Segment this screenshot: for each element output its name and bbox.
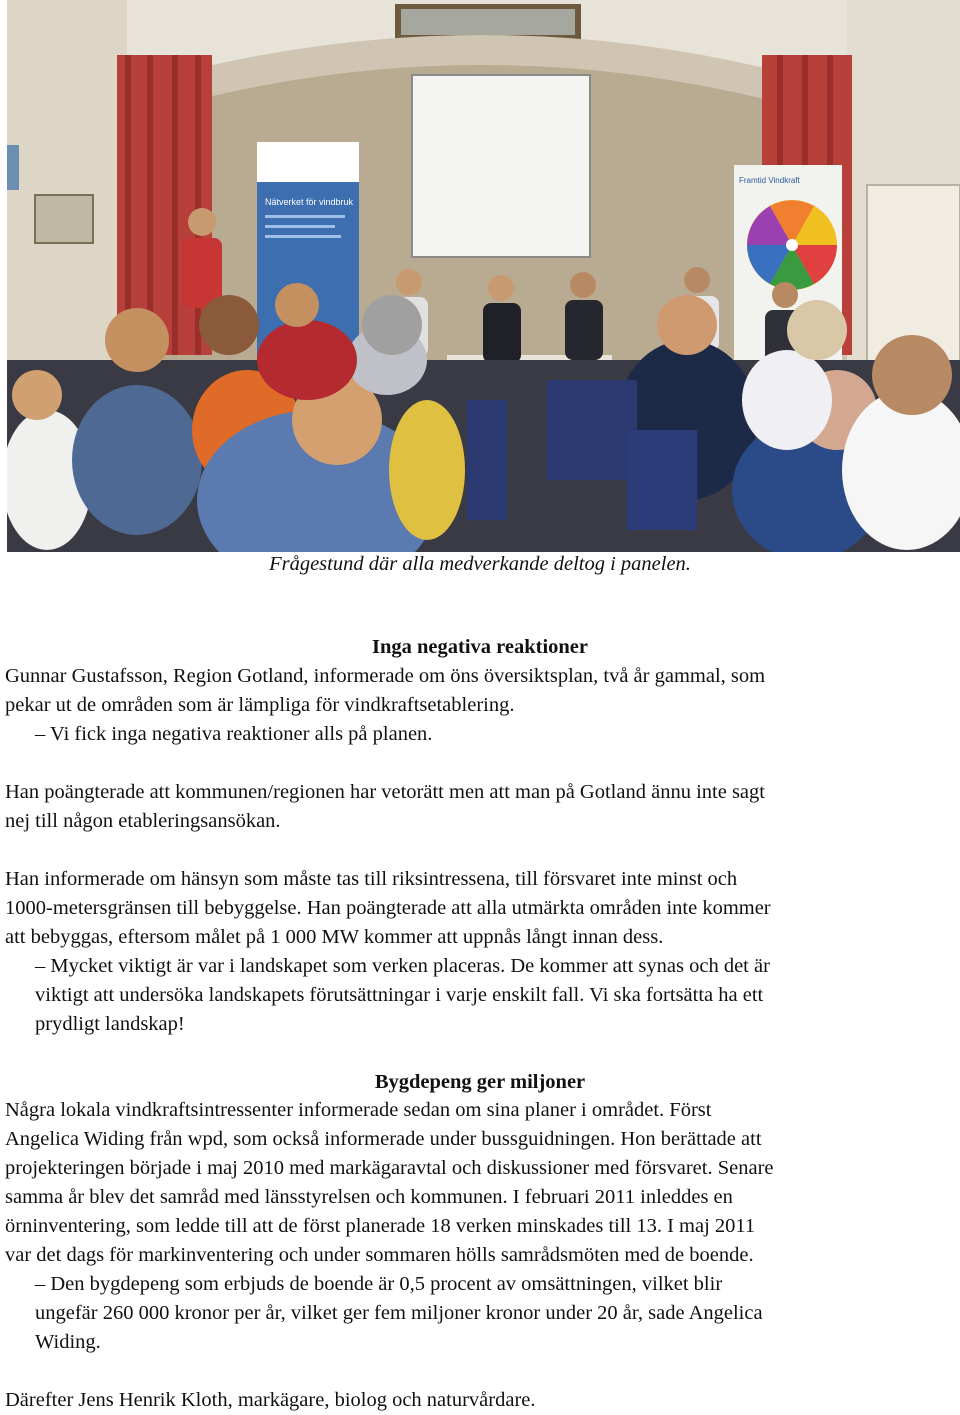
quote-line: Widing. [35,1331,101,1353]
section-heading-inga-negativa: Inga negativa reaktioner [371,636,588,658]
quote-line: ungefär 260 000 kronor per år, vilket ger fem miljoner kronor under 20 år, sade Angelica [35,1302,763,1324]
paragraph-line: Han informerade om hänsyn som måste tas till riksintressena, till försvaret inte minst och [5,868,738,890]
photo-caption: Frågestund där alla medverkande deltog i panelen. [269,553,691,575]
quote-line: – Den bygdepeng som erbjuds de boende är 0,5 procent av omsättningen, vilket blir [35,1273,723,1295]
paragraph-line: Några lokala vindkraftsintressenter informerade sedan om sina planer i området. Först [5,1099,712,1121]
paragraph-line: Han poängterade att kommunen/regionen har vetorätt men att man på Gotland ännu inte sagt [5,781,765,803]
quote-line: prydligt landskap! [35,1013,185,1035]
banner-right-title: Framtid Vindkraft [739,176,800,185]
paragraph-line: örninventering, som ledde till att de först planerade 18 verken minskades till 13. I maj 2011 [5,1215,756,1237]
paragraph-line: samma år blev det samråd med länsstyrelsen och kommunen. I februari 2011 inleddes en [5,1186,733,1208]
closing-line: Därefter Jens Henrik Kloth, markägare, biolog och naturvårdare. [5,1389,536,1411]
paragraph-line: Angelica Widing från wpd, som också informerade under bussguidningen. Hon berättade att [5,1128,762,1150]
paragraph-line: var det dags för markinventering och under sommaren hölls samrådsmöten med de boende. [5,1244,754,1266]
paragraph-line: 1000-metersgränsen till bebyggelse. Han poängterade att alla utmärkta områden inte kommer [5,897,771,919]
quote-line: – Mycket viktigt är var i landskapet som verken placeras. De kommer att synas och det är [35,955,770,977]
banner-left-title: Nätverket för vindbruk [265,197,354,207]
section-heading-bygdepeng: Bygdepeng ger miljoner [374,1071,586,1093]
paragraph-line: nej till någon etableringsansökan. [5,810,281,832]
meeting-photo [7,0,960,552]
quote-line: – Vi fick inga negativa reaktioner alls på planen. [35,723,433,745]
quote-line: viktigt att undersöka landskapets förutsättningar i varje enskilt fall. Vi ska fortsätta ha ett [35,984,764,1006]
paragraph-line: att bebyggas, eftersom målet på 1 000 MW kommer att uppnås långt innan dess. [5,926,664,948]
paragraph-line: Gunnar Gustafsson, Region Gotland, informerade om öns översiktsplan, två år gammal, som [5,665,766,687]
paragraph-line: projekteringen började i maj 2010 med markägaravtal och diskussioner med försvaret. Senare [5,1157,774,1179]
paragraph-line: pekar ut de områden som är lämpliga för vindkraftsetablering. [5,694,515,716]
